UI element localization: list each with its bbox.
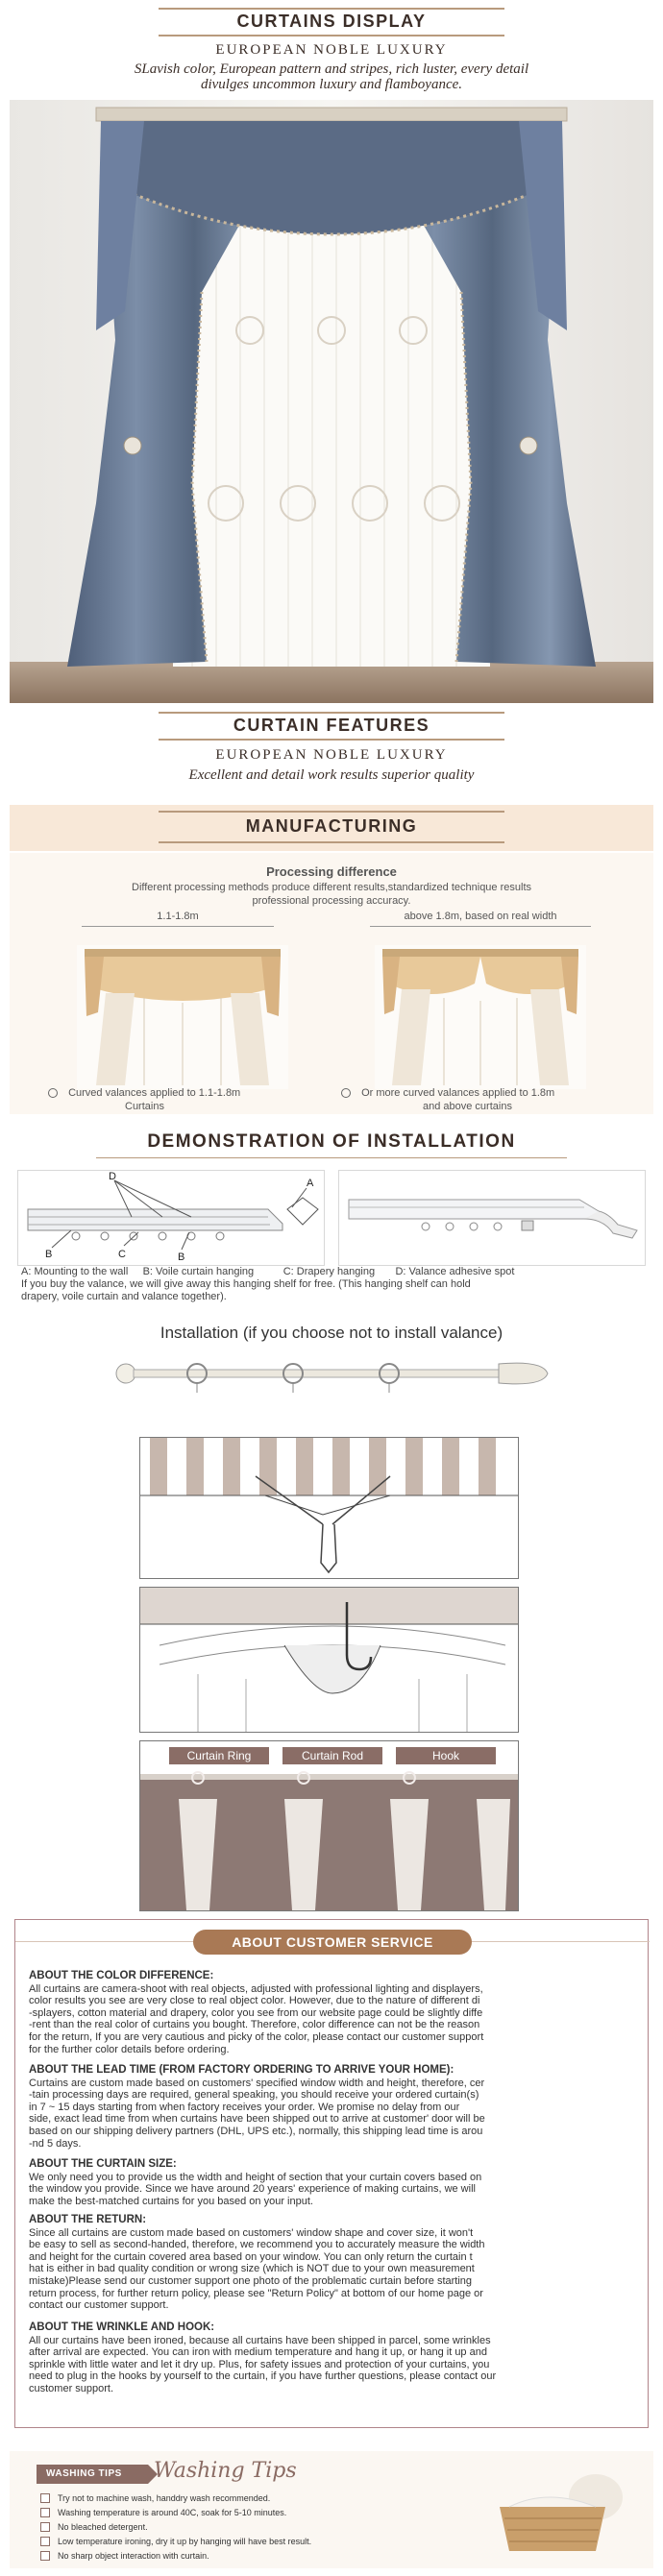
cs-line: mistake)Please send our customer support one photo of the problematic curtain before starting xyxy=(29,2274,473,2287)
features-title: CURTAIN FEATURES xyxy=(233,716,430,735)
cs-section-lead-time xyxy=(29,2064,636,2150)
customer-service-title: ABOUT CUSTOMER SERVICE xyxy=(193,1930,472,1955)
basket-svg xyxy=(461,2468,634,2555)
right-size-label: above 1.8m, based on real width xyxy=(404,911,557,922)
no-valance-header xyxy=(0,1324,663,1343)
cs-line: side, exact lead time from when curtains have been shipped out to arrive at customer' door will be xyxy=(29,2113,485,2126)
wash-tip-3: No bleached detergent. xyxy=(58,2522,148,2532)
installation-legend xyxy=(21,1266,646,1303)
cs-heading: ABOUT THE CURTAIN SIZE: xyxy=(29,2158,177,2170)
right-size-rule xyxy=(370,926,591,927)
manufacturing-title: MANUFACTURING xyxy=(245,816,418,836)
label-d: D xyxy=(109,1171,116,1182)
display-top-rule xyxy=(159,8,504,10)
right-valance-illustration xyxy=(375,945,586,1089)
cs-line: We only need you to provide us the width and height of section that your curtain covers based on xyxy=(29,2171,482,2183)
cs-line: need to plug in the hooks by yourself to the curtain, if you have further questions, please contact our xyxy=(29,2370,497,2383)
track-diagram-1 xyxy=(17,1170,325,1266)
triangle-bullet-icon xyxy=(341,1088,351,1098)
wash-tip-4: Low temperature ironing, dry it up by hanging will have best result. xyxy=(58,2537,312,2546)
right-caption-2: and above curtains xyxy=(423,1101,512,1112)
cs-line: customer support. xyxy=(29,2382,114,2394)
checkbox-icon xyxy=(40,2551,50,2561)
label-c: C xyxy=(118,1249,126,1260)
cs-heading: ABOUT THE WRINKLE AND HOOK: xyxy=(29,2321,215,2333)
cs-line: -nd 5 days. xyxy=(29,2137,82,2150)
cs-line: and height for the curtain covered area based on your window. You can only return the curtain t xyxy=(29,2250,473,2263)
washing-tips-tag-label: WASHING TIPS xyxy=(46,2468,122,2479)
display-bottom-rule xyxy=(159,35,504,36)
washing-tips-script-title: Washing Tips xyxy=(154,2459,297,2483)
processing-desc-1: Different processing methods produce different results,standardized technique results xyxy=(132,882,531,893)
cs-heading: ABOUT THE COLOR DIFFERENCE: xyxy=(29,1970,214,1981)
display-tagline-1: SLavish color, European pattern and stripes, rich luster, every detail xyxy=(134,61,529,77)
laundry-basket-image xyxy=(461,2468,634,2555)
cs-line: color results you see are very close to real object color. However, due to the nature of different di xyxy=(29,1995,480,2007)
display-tagline-2: divulges uncommon luxury and flamboyance. xyxy=(200,77,463,92)
cs-line: make the best-matched curtains for you based on your input. xyxy=(29,2195,313,2207)
right-caption-text: Or more curved valances applied to 1.8m xyxy=(361,1087,555,1099)
customer-service-panel xyxy=(14,1919,649,2428)
cs-section-wrinkle xyxy=(29,2321,636,2395)
part-label-curtain-ring: Curtain Ring xyxy=(169,1747,269,1764)
cs-line: the window you provide. Since we have around 20 years' experience of making curtains, we will xyxy=(29,2183,476,2196)
checkbox-icon xyxy=(40,2508,50,2517)
cs-line: in 7 ~ 15 days starting from when factory receives your order. We promise no delay from our xyxy=(29,2101,460,2113)
no-valance-title: Installation (if you choose not to install valance) xyxy=(160,1324,503,1342)
right-caption xyxy=(341,1087,649,1099)
checkbox-icon xyxy=(40,2537,50,2546)
wash-tip-5: No sharp object interaction with curtain. xyxy=(58,2551,209,2561)
manufacturing-panel xyxy=(10,853,653,1114)
label-a: A xyxy=(307,1178,314,1189)
display-subtitle: EUROPEAN NOBLE LUXURY xyxy=(215,42,448,58)
pleat-svg xyxy=(140,1438,518,1578)
ring-rod-svg xyxy=(140,1770,518,1910)
cs-line: All curtains are camera-shoot with real objects, adjusted with professional lighting and displayers, xyxy=(29,1982,483,1995)
wash-tip-1: Try not to machine wash, handdry wash recommended. xyxy=(58,2493,271,2503)
left-size-label: 1.1-1.8m xyxy=(157,911,199,922)
installation-header xyxy=(0,1131,663,1153)
cs-section-color xyxy=(29,1970,636,2055)
cs-line: All our curtains have been ironed, because all curtains have been shipped in parcel, some wrinkles xyxy=(29,2334,491,2346)
label-b-2: B xyxy=(178,1252,185,1263)
cs-heading: ABOUT THE LEAD TIME (FROM FACTORY ORDERING TO ARRIVE YOUR HOME): xyxy=(29,2064,454,2076)
triangle-bullet-icon xyxy=(48,1088,58,1098)
wash-tip-2: Washing temperature is around 40C, soak for 5-10 minutes. xyxy=(58,2508,287,2517)
legend-line-1: A: Mounting to the wall B: Voile curtain hanging C: Drapery hanging D: Valance adhesive spot xyxy=(21,1266,515,1277)
cs-line: -splayers, cotton material and drapery, color you see from our website page could be slightly diffe xyxy=(29,2006,483,2019)
rod-svg xyxy=(110,1354,562,1402)
cs-line: for the further color details before ordering. xyxy=(29,2043,230,2055)
part-label-hook: Hook xyxy=(396,1747,496,1764)
hook-insertion-drawing xyxy=(139,1587,519,1733)
washing-tips-tag xyxy=(37,2465,148,2484)
cs-line: contact our customer support. xyxy=(29,2299,169,2312)
cs-line: Since all curtains are custom made based on customers' window shape and cover size, it won't xyxy=(29,2226,474,2239)
cs-heading: ABOUT THE RETURN: xyxy=(29,2214,147,2225)
cs-section-size xyxy=(29,2158,636,2207)
legend-line-3: drapery, voile curtain and valance together). xyxy=(21,1291,227,1302)
part-label-curtain-rod: Curtain Rod xyxy=(282,1747,382,1764)
ring-rod-hook-drawing xyxy=(139,1740,519,1911)
processing-desc-2: professional processing accuracy. xyxy=(252,895,411,907)
display-header xyxy=(0,12,663,32)
manufacturing-top-rule xyxy=(159,811,504,813)
checkbox-icon xyxy=(40,2493,50,2503)
cs-line: -rent than the real color of curtains you bought. Therefore, color difference can not be the reason xyxy=(29,2019,480,2031)
cs-line: for the return, If you are very cautious and picky of the color, please contact our customer support xyxy=(29,2030,484,2043)
installation-title: DEMONSTRATION OF INSTALLATION xyxy=(147,1131,516,1152)
features-subtitle: EUROPEAN NOBLE LUXURY xyxy=(215,747,448,763)
left-valance-illustration xyxy=(77,945,288,1089)
washing-tips-panel xyxy=(10,2451,653,2568)
display-subtitle-wrap xyxy=(0,42,663,92)
cs-line: after arrival are expected. You can iron with medium temperature and hang it up, or hang it up and xyxy=(29,2346,487,2359)
left-caption xyxy=(48,1087,336,1099)
cs-line: be easy to sell as second-handed, therefore, we recommend you to accurately measure the width xyxy=(29,2239,485,2251)
features-tagline: Excellent and detail work results superior quality xyxy=(188,767,475,783)
curtain-illustration xyxy=(10,100,653,703)
manufacturing-band xyxy=(10,805,653,851)
left-size-rule xyxy=(82,926,274,927)
processing-heading: Processing difference xyxy=(266,864,397,879)
track-render-svg xyxy=(339,1171,647,1267)
track-diagram-2 xyxy=(338,1170,646,1266)
cs-line: Curtains are custom made based on customers' specified window width and height, therefore, cer xyxy=(29,2077,485,2089)
manufacturing-bottom-rule xyxy=(159,841,504,843)
cs-line: based on our shipping delivery partners (DHL, UPS etc.), normally, this shipping lead time is arou xyxy=(29,2125,483,2137)
cs-section-return xyxy=(29,2214,636,2312)
label-b-1: B xyxy=(45,1249,53,1260)
features-top-rule xyxy=(159,712,504,714)
hook-svg xyxy=(140,1588,518,1732)
cs-line: return process, for further return policy, please see "Return Policy" at bottom of our home page or xyxy=(29,2287,483,2299)
cs-line: sprinkle with little water and let it dry up. Plus, for safety issues and protection of your curtains, you xyxy=(29,2358,490,2370)
small-valance-svg xyxy=(77,945,288,1089)
checkbox-icon xyxy=(40,2522,50,2532)
cs-line: hat is either in bad quality condition or wrong size (which is NOT due to your own measurement xyxy=(29,2263,475,2275)
left-caption-2: Curtains xyxy=(125,1101,164,1112)
left-caption-text: Curved valances applied to 1.1-1.8m xyxy=(68,1087,241,1099)
bracket-track-svg xyxy=(18,1171,326,1267)
large-valance-svg xyxy=(375,945,586,1089)
display-title: CURTAINS DISPLAY xyxy=(236,12,427,31)
legend-line-2: If you buy the valance, we will give away this hanging shelf for free. (This hanging shelf can hold xyxy=(21,1278,471,1290)
curtain-rod-illustration xyxy=(110,1354,562,1402)
hero-curtain-image xyxy=(10,100,653,703)
cs-line: -tain processing days are required, general speaking, you should receive your ordered curtain(s) xyxy=(29,2089,479,2102)
features-subtitle-wrap xyxy=(0,747,663,784)
pleat-gathering-drawing xyxy=(139,1437,519,1579)
installation-rule xyxy=(96,1157,567,1158)
features-header xyxy=(0,716,663,736)
features-bottom-rule xyxy=(159,739,504,741)
